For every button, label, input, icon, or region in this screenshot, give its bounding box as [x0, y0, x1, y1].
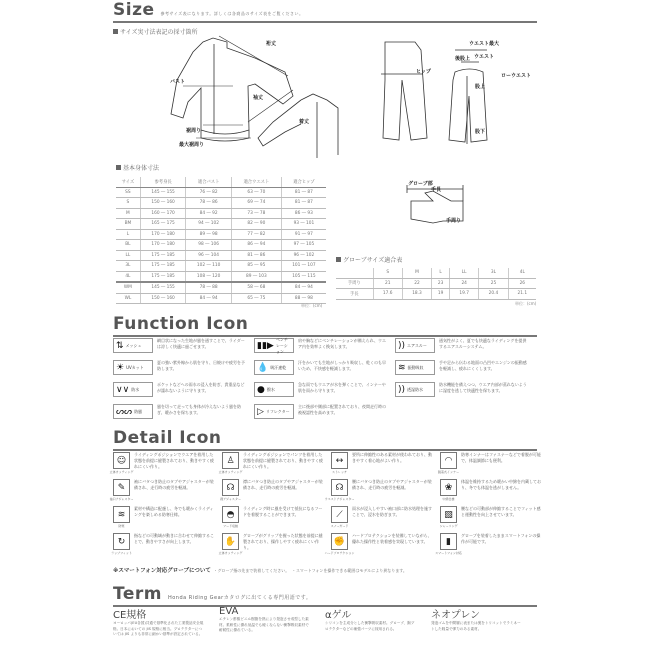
detail-section-header [113, 428, 537, 451]
label-waist-max: ウエスト最大 [469, 41, 500, 47]
size-subtitle: 参考サイズ表になります。詳しくは各商品のサイズ表をご覧ください。 [160, 11, 304, 16]
sleeve-adjuster-icon: ✎ [113, 479, 130, 496]
function-item-mesh: ⇅ メッシュ 網目状になった生地が風を通すことで、ライダーは涼しく快適に過ごせます。 [113, 338, 254, 357]
collar-adjuster-icon: ☊ [222, 479, 239, 496]
square-bullet-icon [116, 165, 121, 170]
detail-item: ≋ 防寒 素材や構造に配慮し、冬でも暖かくライディングを楽しめる防寒仕様。 [113, 506, 222, 531]
detail-item: ✎ 袖口アジャスター 袖にバタつき防止のタブやアジャスターが装備され、走行時の疲労を軽減。 [109, 479, 214, 501]
breathable-waterproof-icon: )) [398, 384, 406, 395]
smartphone-glove-icon: ▮ [440, 533, 457, 550]
table-row: LL 175 ― 185 96 ― 104 81 ― 86 96 ― 102 [116, 250, 326, 261]
detail-item: ☺ 立体カッティング ライディングポジションでウエアを着用した状態を前提に縫製されており、動きやすく疲れにくい作り。 [109, 452, 214, 474]
hard-protection-icon: ✊ [331, 533, 348, 550]
term-subtitle: Honda Riding Gearカタログに出てくる専門用語です。 [167, 595, 312, 601]
3d-cutting-glove-icon: ✋ [222, 533, 239, 550]
label-bust: バスト [170, 79, 186, 85]
function-item-sweat-absorb: 💧 吸汗速乾 汗をかいても生地がしっかり吸収し、乾くのも早いため、不快感を軽減します。 [254, 360, 395, 379]
term-item: CE規格 ヨーロッパ(EU各国)共通で基準化された工業製品安全規格。日本においての JIS 規格に相当。プロテクターについては JIS よりも非常に細かい基準が設定されている。 [113, 610, 204, 636]
function-item-breathable-waterproof: )) 透湿防水 防水機能を備えつつ、ウエア内部が蒸れないように湿度を逃して快適性を保ちます。 [395, 382, 536, 401]
detail-item: ▧ シャーリング 腰などの可動部が伸縮することでフィット感と運動性を向上させています。 [439, 506, 541, 528]
mesh-icon: ⇅ [116, 340, 124, 351]
table-row: BL 170 ― 180 98 ― 106 86 ― 94 97 ― 105 [116, 240, 326, 251]
jacket-diagram [143, 30, 343, 160]
table-row: 手長 17.6 18.3 19 19.7 20.4 21.1 [336, 289, 536, 300]
label-hip: ヒップ [416, 69, 431, 75]
reflector-icon: ▷ [257, 406, 264, 417]
3d-cutting-jacket-icon: ☺ [113, 452, 130, 469]
term-list [113, 606, 537, 638]
body-size-table [116, 177, 326, 304]
cold-protection-icon: ≋ [113, 506, 130, 523]
table-row: BM 165 ― 175 94 ― 102 82 ― 90 93 ― 101 [116, 219, 326, 230]
vibration-icon: ≋ [398, 362, 406, 373]
detail-item: ◠ 脱着式インナー 防寒インナーはファスナーなどで着脱が可能で、体温調節にも便利。 [438, 452, 541, 474]
table-row: S 150 ― 160 78 ― 86 69 ― 74 81 ― 87 [116, 198, 326, 209]
term-title: Term [113, 584, 162, 604]
table-row: M 160 ― 170 84 ― 92 73 ― 78 86 ― 93 [116, 208, 326, 219]
label-rear-rise: 後股上 [455, 56, 471, 62]
detail-item: ☊ ウエストアジャスター 腰にバタつき防止のタブやアジャスターが装備され、走行時の疲労を軽減。 [324, 479, 432, 501]
divider [113, 335, 537, 337]
measure-heading: サイズ実寸法表記の採寸箇所 [120, 29, 198, 36]
detail-item: ↔ ストレッチ 要所に伸縮性のある素材が使われており、動きやすく着心地がよい作り。 [332, 452, 432, 474]
size-title: Size [113, 0, 155, 20]
smartphone-glove-note: ※スマートフォン対応グローブについて ・グローブ指の先まで装着してください。 ・スマートフォンを操作できる範囲はモデルにより異なります。 [113, 568, 407, 574]
detail-item: ↻ ラップフィット 指などの可動域が動きに合わせて伸縮することで、動きやすさが向上します。 [111, 533, 214, 555]
glove-table-heading: グローブサイズ適合表 [336, 255, 402, 264]
detail-item: ♙ 立体カッティング ライディングポジションでパンツを着用した状態を前提に縫製されており、動きやすく疲れにくい作り。 [218, 452, 323, 474]
function-icon-grid [113, 338, 536, 423]
detachable-inner-icon: ◠ [440, 452, 457, 469]
table-header-row: サイズ 参考身長 適合バスト 適合ウエスト 適合ヒップ [116, 177, 326, 187]
function-item-reflector: ▷ リフレクター 主に後部や側部に配置されており、夜間走行時の被視認性を高めます。 [254, 404, 395, 423]
label-yukitake: 裄丈 [266, 41, 277, 47]
label-sleeve: 袖丈 [253, 95, 264, 101]
body-table-heading: 基本身体寸法 [116, 163, 159, 172]
square-bullet-icon [336, 257, 341, 262]
waist-adjuster-icon: ☊ [331, 479, 348, 496]
function-item-waterproof: ∨∨ 防水 ポケットなどへの雨水の浸入を防ぎ、貴重品などが濡れないように守ります。 [113, 382, 254, 401]
detail-item: ✋ 立体カッティング グローブがグリップを握った状態を前提に縫製されており、操作しやすく疲れにくい作り。 [218, 533, 323, 555]
table-row: WL 150 ― 160 84 ― 94 65 ― 75 88 ― 98 [116, 293, 326, 304]
ventilation-icon: ▮▮▶ [257, 340, 274, 351]
glove-table-unit: 単位：(cm) [515, 301, 537, 306]
label-low-waist: ローウエスト [501, 73, 532, 79]
function-item-ventilation: ▮▮▶ ベンチレーション 肩や胸などにベンチレーションが備えられ、ウエア内を効率よく換気します。 [254, 338, 395, 357]
glove-size-table [336, 268, 536, 300]
detail-title: Detail Icon [113, 428, 222, 448]
glove-length-label: 手長 [431, 187, 442, 193]
table-row: SS 145 ― 155 76 ― 82 63 ― 70 81 ― 87 [116, 187, 326, 198]
label-hem: 裾周り [186, 128, 202, 134]
label-max-hem: 最大裾周り [179, 142, 205, 148]
glove-circumference-label: 手周り [446, 218, 462, 224]
function-item-water-repellent: ● 撥水 急な雨でもウエアが水を弾くことで、インナーや肌を雨から守ります。 [254, 382, 395, 401]
label-inseam: 股下 [475, 129, 486, 135]
function-section-header [113, 314, 537, 337]
detail-item: ⟋ スノーガード 雨水が浸入しやすい袖口部に防水処理を施すことで、浸水を防ぎます。 [330, 506, 432, 528]
detail-icon-grid [109, 452, 549, 558]
water-repellent-icon: ● [257, 384, 265, 395]
air-through-icon: )) [398, 340, 406, 351]
hood-storage-icon: ◓ [222, 506, 239, 523]
detail-item: ▮ スマートフォン対応 グローブを装着したままスマートフォンの操作が可能です。 [435, 533, 541, 555]
detail-item: ❀ 中綿仕様 体温を維持するため暖かい中綿を内蔵しており、冬でも体温を逃がしません。 [440, 479, 549, 504]
table-row: 3L 175 ― 185 102 ― 110 85 ― 95 101 ― 107 [116, 261, 326, 272]
label-length: 着丈 [299, 119, 310, 125]
table-row: 4L 175 ― 185 108 ― 120 89 ― 103 105 ― 115 [116, 271, 326, 282]
function-item-uv-cut: ☀ UVカット 夏の強い紫外線から肌を守り、日焼けや疲労を予防します。 [113, 360, 254, 379]
label-waist: ウエスト [474, 54, 495, 60]
table-row: 手周り 21 22 23 24 25 26 [336, 278, 536, 289]
term-section-header [113, 584, 537, 607]
padded-icon: ❀ [440, 479, 457, 496]
table-row: L 170 ― 180 89 ― 98 77 ― 82 91 ― 97 [116, 229, 326, 240]
glove-part-label: グローブ部 [408, 181, 433, 187]
windproof-icon: ᔕᔕ [116, 406, 133, 417]
function-item-vibration: ≋ 振動吸収 手や足から伝わる地面の凸凹やエンジンの振動感を軽減し、疲れにくくします。 [395, 360, 536, 379]
shirring-icon: ▧ [440, 506, 457, 523]
detail-item: ☊ 襟アジャスター 襟にバタつき防止のタブやアジャスターが装備され、走行時の疲労を軽減。 [220, 479, 323, 501]
function-title: Function Icon [113, 314, 249, 334]
divider [113, 449, 537, 451]
detail-item: ✊ ハードプロテクション ハードプロテクションを装備していながら、優れた操作性と装着感を実現しています。 [324, 533, 432, 555]
term-item: αゲル シリコンを主成分とした衝撃吸収素材。グローブ、胸プロテクターなどの補強パーツに採用される。 [325, 610, 415, 631]
uv-cut-icon: ☀ [116, 362, 125, 373]
stretch-icon: ↔ [331, 452, 348, 469]
function-item-air-through: )) エアスルー 通気性がよく、夏でも快適なライディングを提供するエアスルーシステム。 [395, 338, 536, 357]
square-bullet-icon [113, 29, 118, 34]
table-header-row: S M L LL 3L 4L [336, 268, 536, 278]
body-table-unit: 単位：(cm) [301, 303, 323, 308]
wrap-fit-icon: ↻ [113, 533, 130, 550]
sweat-absorb-icon: 💧 [257, 362, 269, 373]
snow-guard-icon: ⟋ [331, 506, 348, 523]
3d-cutting-pants-icon: ♙ [222, 452, 239, 469]
waterproof-icon: ∨∨ [116, 384, 130, 395]
function-item-windproof: ᔕᔕ 防風 風を切って走っても身体が冷えないよう風を防ぎ、暖かさを保ちます。 [113, 404, 254, 423]
term-item: ネオプレン 発泡ゴムを中間層に表または裏をトリコットでラミネートした軽量で弾力のある素材。 [431, 610, 521, 631]
detail-item: ◓ フード収納 ライディング時に風を受けて抵抗になるフードを着脱することができます。 [223, 506, 323, 528]
table-row: WM 145 ― 155 78 ― 88 58 ― 68 84 ― 94 [116, 282, 326, 293]
term-item: EVA エチレン酢酸ビニル樹脂を熱により発泡させ成型した素材。柔軟性に優れ低温でも硬くならない衝撃吸収素材で耐候性に優れている。 [219, 606, 309, 632]
divider [113, 21, 537, 23]
label-rise: 股上 [475, 84, 486, 90]
